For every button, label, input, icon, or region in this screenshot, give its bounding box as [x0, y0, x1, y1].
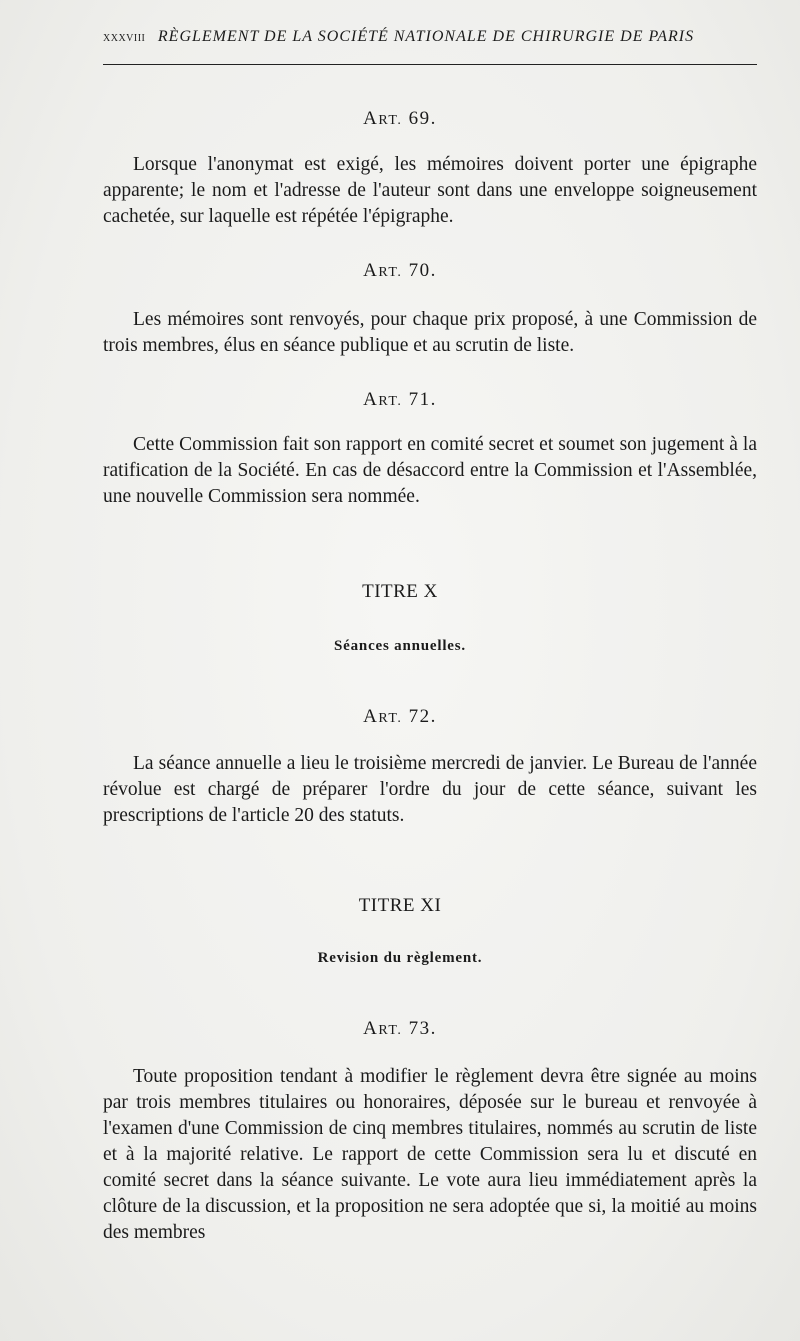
titre-xi-subtitle: Revision du règlement.	[317, 950, 483, 966]
running-title: RÈGLEMENT DE LA SOCIÉTÉ NATIONALE DE CHIRURGIE DE PARIS	[157, 28, 695, 45]
article-73-text: Toute proposition tendant à modifier le règlement devra être signée au moins par trois membres titulaires ou honoraires, déposée sur le bureau et renvoyée à l'examen d'une Commission de cinq membres titulaires, nommés au scrutin de liste et à la majorité relative. Le rapport de cette Commission sera lu et discuté en comité secret dans la séance suivante. Le vote aura lieu immédiatement après la clôture de la discussion, et la proposition ne sera adoptée que si, la moitié au moins des membres	[103, 1066, 757, 1243]
article-73-heading	[0, 1018, 800, 1040]
article-heading-prefix: A	[363, 108, 379, 129]
article-heading-rest: RT.	[378, 265, 403, 280]
article-heading-prefix: A	[363, 1018, 379, 1039]
article-number: 71.	[408, 389, 437, 410]
article-number: 69.	[408, 108, 437, 129]
article-70-heading	[0, 260, 800, 282]
article-number: 73.	[408, 1018, 437, 1039]
article-70-text: Les mémoires sont renvoyés, pour chaque prix proposé, à une Commission de trois membres, élus en séance publique et au scrutin de liste.	[103, 309, 757, 356]
titre-x-heading: TITRE X	[362, 581, 438, 602]
article-72-text: La séance annuelle a lieu le troisième mercredi de janvier. Le Bureau de l'année révolue est chargé de préparer l'ordre du jour de cette séance, suivant les prescriptions de l'article 20 des statuts.	[103, 753, 757, 826]
article-heading-rest: RT.	[378, 1023, 403, 1038]
article-69-text: Lorsque l'anonymat est exigé, les mémoires doivent porter une épigraphe apparente; le nom et l'adresse de l'auteur sont dans une enveloppe soigneusement cachetée, sur laquelle est répétée l'épigraphe.	[103, 154, 757, 227]
article-heading-prefix: A	[363, 706, 379, 727]
article-number: 70.	[408, 260, 437, 281]
article-heading-prefix: A	[363, 389, 379, 410]
titre-xi-heading: TITRE XI	[358, 895, 442, 916]
article-number: 72.	[408, 706, 437, 727]
titre-x-subtitle: Séances annuelles.	[334, 638, 466, 654]
running-header	[103, 28, 758, 46]
article-heading-rest: RT.	[378, 394, 403, 409]
article-71-heading	[0, 389, 800, 411]
article-72-heading	[0, 706, 800, 728]
article-heading-prefix: A	[363, 260, 379, 281]
article-71-text: Cette Commission fait son rapport en comité secret et soumet son jugement à la ratification de la Société. En cas de désaccord entre la Commission et l'Assemblée, une nouvelle Commission sera nommée.	[103, 434, 757, 507]
article-heading-rest: RT.	[378, 113, 403, 128]
article-heading-rest: RT.	[378, 711, 403, 726]
header-rule	[103, 64, 757, 65]
article-69-heading	[0, 108, 800, 130]
page-folio: xxxviii	[103, 30, 146, 45]
